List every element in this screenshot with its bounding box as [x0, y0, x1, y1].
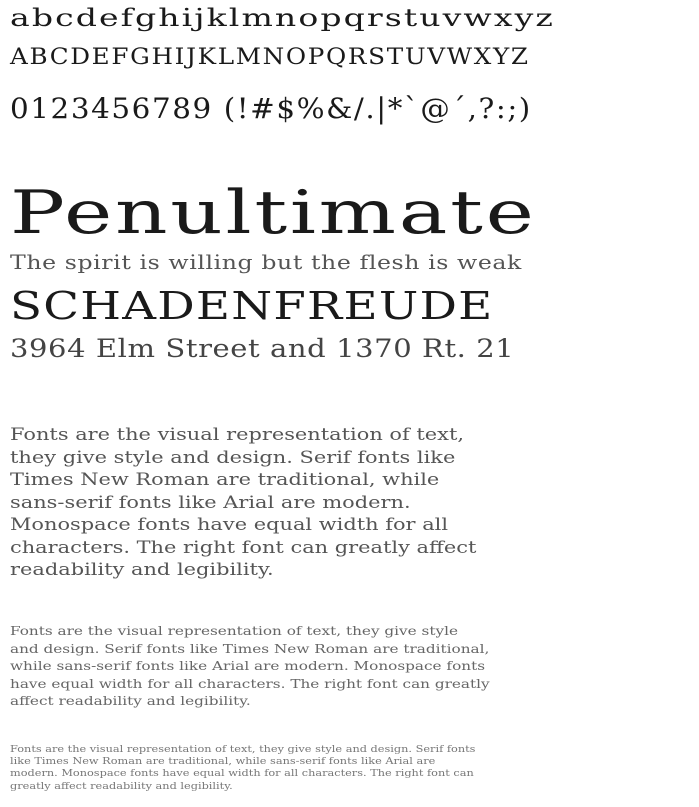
- paragraph-line: greatly affect readability and legibility.: [10, 780, 233, 792]
- paragraph-line: while sans-serif fonts like Arial are modern. Monospace fonts: [10, 658, 486, 673]
- caps-word: SCHADENFREUDE: [10, 284, 494, 328]
- digits-and-symbols: 0123456789 (!#$%&/.|*`@´,?:;): [10, 92, 532, 125]
- paragraph-line: Monospace fonts have equal width for all: [10, 515, 449, 535]
- paragraph-line: modern. Monospace fonts have equal width for all characters. The right font can: [10, 768, 474, 780]
- display-word: Penultimate: [10, 178, 537, 248]
- paragraph-line: like Times New Roman are traditional, while sans-serif fonts like Arial are: [10, 756, 436, 768]
- paragraph-line: affect readability and legibility.: [10, 693, 251, 708]
- paragraph-line: Fonts are the visual representation of text, they give style and design. Serif fonts: [10, 744, 476, 755]
- paragraph-line: and design. Serif fonts like Times New Roman are traditional,: [10, 640, 490, 656]
- paragraph-line: they give style and design. Serif fonts like: [10, 447, 456, 468]
- paragraph-line: have equal width for all characters. The right font can greatly: [10, 675, 490, 691]
- paragraph-line: Fonts are the visual representation of text, they give style: [10, 623, 459, 638]
- sample-address: 3964 Elm Street and 1370 Rt. 21: [10, 334, 515, 363]
- paragraph-line: readability and legibility.: [10, 560, 274, 580]
- paragraph-line: Fonts are the visual representation of text,: [10, 425, 465, 445]
- paragraph-line: Times New Roman are traditional, while: [10, 470, 440, 490]
- lowercase-alphabet: abcdefghijklmnopqrstuvwxyz: [10, 4, 555, 32]
- uppercase-alphabet: ABCDEFGHIJKLMNOPQRSTUVWXYZ: [10, 45, 530, 70]
- paragraph-line: sans-serif fonts like Arial are modern.: [10, 492, 411, 513]
- sample-sentence: The spirit is willing but the flesh is weak: [10, 250, 522, 274]
- paragraph-large: [10, 424, 477, 582]
- paragraph-small: [10, 744, 476, 793]
- paragraph-line: characters. The right font can greatly affect: [10, 537, 477, 558]
- paragraph-medium: [10, 622, 490, 710]
